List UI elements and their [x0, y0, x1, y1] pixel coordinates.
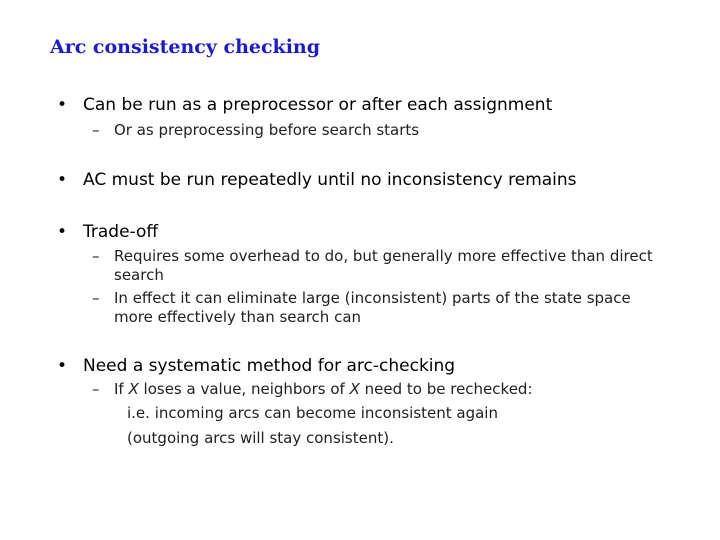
- bullet-text: Can be run as a preprocessor or after each assignment: [83, 95, 553, 115]
- sub-bullet-text: [114, 380, 654, 399]
- bullet-dot: •: [57, 222, 68, 242]
- bullet-dot: •: [57, 170, 68, 190]
- sub-bullet-dash: –: [92, 289, 100, 307]
- sub-text-part: If: [114, 380, 129, 398]
- bullet-dot: •: [57, 356, 68, 376]
- sub-bullet-dash: –: [92, 380, 100, 398]
- sub-bullet-text: In effect it can eliminate large (inconsistent) parts of the state space more effectively than search can: [114, 289, 631, 326]
- bullet-dot: •: [57, 95, 68, 115]
- sub-text-part: loses a value, neighbors of: [138, 380, 350, 398]
- bullet-text: AC must be run repeatedly until no inconsistency remains: [83, 170, 577, 190]
- continuation-line: (outgoing arcs will stay consistent).: [127, 429, 394, 447]
- variable-x: X: [128, 380, 139, 398]
- sub-bullet-dash: –: [92, 121, 100, 139]
- slide-title: Arc consistency checking: [50, 36, 321, 58]
- sub-bullet-dash: –: [92, 247, 100, 265]
- sub-bullet-text: Or as preprocessing before search starts: [114, 121, 420, 139]
- bullet-text: Trade-off: [83, 222, 159, 242]
- continuation-line: i.e. incoming arcs can become inconsistent again: [127, 404, 498, 422]
- sub-text-part: need to be rechecked:: [359, 380, 533, 398]
- variable-x: X: [349, 380, 360, 398]
- sub-bullet-text: Requires some overhead to do, but generally more effective than direct search: [114, 247, 653, 284]
- bullet-text: Need a systematic method for arc-checking: [83, 356, 456, 376]
